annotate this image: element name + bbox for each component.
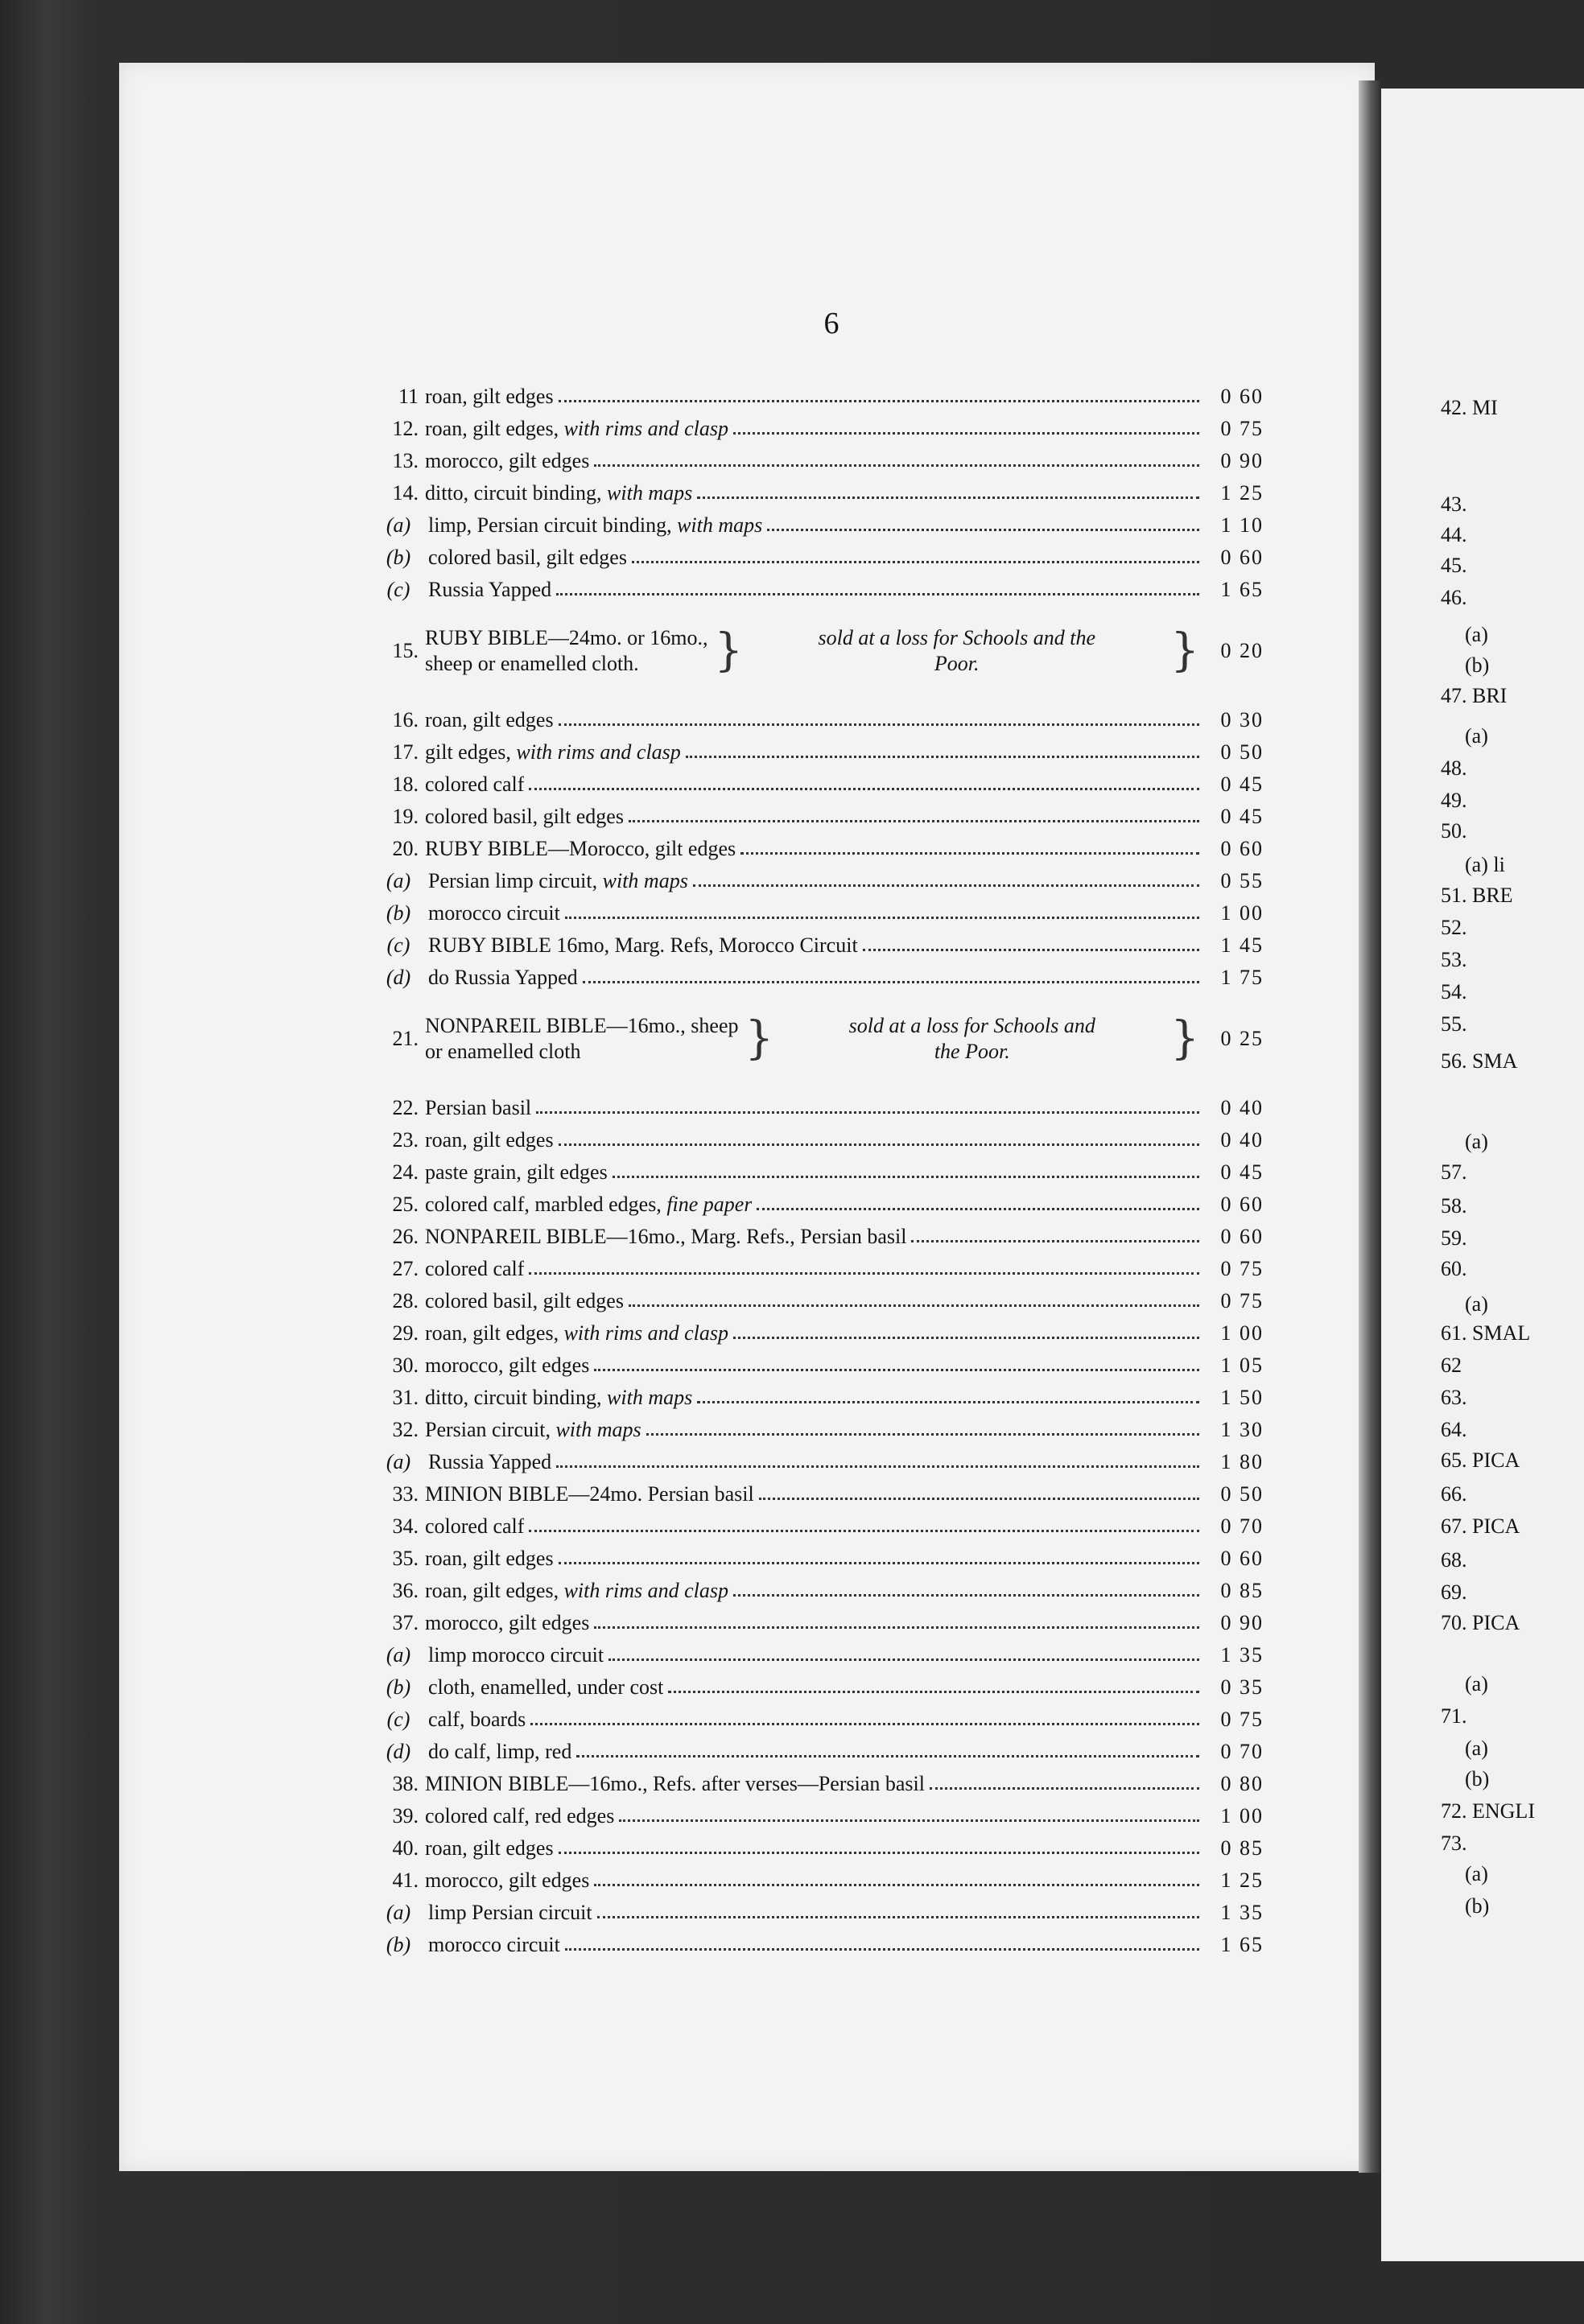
entry-description: colored calf — [425, 773, 525, 796]
list-item — [369, 829, 1264, 861]
right-page-fragment: 57. — [1441, 1160, 1467, 1184]
entry-description: RUBY BIBLE 16mo, Marg. Refs, Morocco Circuit — [428, 933, 858, 957]
leader-dots — [565, 917, 1199, 919]
entry-note — [749, 625, 1164, 677]
entry-number: 35. — [392, 1547, 419, 1570]
entry-price: 0 60 — [1220, 385, 1264, 408]
braced-description — [425, 1013, 1206, 1065]
list-item — [369, 1506, 1264, 1539]
right-page-fragment: 55. — [1441, 1012, 1467, 1036]
right-page-fragment: 47. BRI — [1441, 684, 1508, 707]
right-page-fragment: 72. ENGLI — [1441, 1799, 1535, 1823]
entry-number: 12. — [392, 417, 419, 440]
entry-description: colored calf — [425, 1257, 525, 1280]
leader-dots — [693, 884, 1199, 887]
entry-number: 16. — [392, 708, 419, 731]
entry-description: Persian limp circuit, with maps — [428, 869, 688, 892]
entry-number: 21. — [392, 1027, 419, 1050]
leader-dots — [559, 1852, 1199, 1854]
list-item — [369, 538, 1264, 570]
entry-price: 0 45 — [1220, 1160, 1264, 1184]
leader-dots — [576, 1755, 1199, 1757]
list-item — [369, 797, 1264, 829]
leader-dots — [759, 1498, 1199, 1500]
entry-number: 18. — [392, 773, 419, 796]
right-page-fragment: 46. — [1441, 586, 1467, 609]
entry-price: 1 75 — [1220, 966, 1264, 989]
entry-price: 0 80 — [1220, 1772, 1264, 1795]
right-page-fragment: 48. — [1441, 756, 1467, 780]
entry-price: 0 40 — [1220, 1096, 1264, 1119]
entry-number: 34. — [392, 1514, 419, 1538]
leader-dots — [559, 1562, 1199, 1564]
entry-price: 0 50 — [1220, 740, 1264, 764]
entry-description: roan, gilt edges — [425, 1547, 554, 1570]
entry-price: 0 90 — [1220, 1611, 1264, 1634]
entry-number: (c) — [386, 578, 410, 601]
leader-dots — [597, 1916, 1199, 1918]
entry-number: 20. — [392, 837, 419, 860]
leader-dots — [757, 1208, 1199, 1210]
leader-dots — [668, 1691, 1199, 1693]
list-item — [369, 1004, 1264, 1073]
price-list — [369, 377, 1264, 1957]
leader-dots — [733, 432, 1199, 435]
right-page-fragment: 53. — [1441, 948, 1467, 971]
list-item — [369, 1120, 1264, 1152]
entry-price: 1 80 — [1220, 1450, 1264, 1473]
right-page-fragment: 71. — [1441, 1704, 1467, 1728]
entry-number: 36. — [392, 1579, 419, 1602]
right-page-fragment: (b) — [1465, 1767, 1490, 1790]
entry-number: 27. — [392, 1257, 419, 1280]
right-page-fragment: 51. BRE — [1441, 884, 1513, 907]
entry-line: or enamelled cloth — [425, 1040, 581, 1063]
entry-number: (a) — [386, 869, 411, 892]
entry-description: roan, gilt edges, with rims and clasp — [425, 1321, 728, 1345]
entry-line: RUBY BIBLE—24mo. or 16mo., — [425, 626, 708, 649]
entry-price: 0 75 — [1220, 1257, 1264, 1280]
entry-description: Russia Yapped — [428, 1450, 552, 1473]
brace-glyph: } — [1170, 1012, 1199, 1065]
list-item — [369, 1217, 1264, 1249]
right-page-fragment: (b) — [1465, 653, 1490, 677]
entry-italic-note: with rims and clasp — [563, 1579, 728, 1602]
right-page-fragment: 60. — [1441, 1257, 1467, 1280]
entry-description: do Russia Yapped — [428, 966, 578, 989]
entry-price: 1 05 — [1220, 1354, 1264, 1377]
entry-number: 24. — [392, 1160, 419, 1184]
list-item — [369, 1764, 1264, 1796]
leader-dots — [594, 1626, 1199, 1629]
entry-description: morocco, gilt edges — [425, 1869, 590, 1892]
leader-dots — [556, 593, 1199, 595]
leader-dots — [733, 1337, 1199, 1339]
list-item — [369, 1152, 1264, 1185]
right-page-fragment: (a) — [1465, 1737, 1488, 1760]
note-line: Poor. — [934, 652, 980, 675]
entry-description: roan, gilt edges — [425, 1128, 554, 1152]
leader-dots — [530, 1723, 1199, 1725]
entry-number: (a) — [386, 1450, 411, 1473]
entry-number: 13. — [392, 449, 419, 472]
list-item — [369, 505, 1264, 538]
entry-number: (b) — [386, 1933, 411, 1956]
entry-italic-note: with maps — [602, 869, 688, 892]
right-page-fragment: 66. — [1441, 1482, 1467, 1506]
leader-dots — [559, 1143, 1199, 1146]
right-page-fragment: (a) — [1465, 1130, 1488, 1153]
entry-description: limp morocco circuit — [428, 1643, 604, 1667]
list-item — [369, 1860, 1264, 1893]
entry-price: 0 35 — [1220, 1675, 1264, 1699]
entry-price: 0 85 — [1220, 1836, 1264, 1860]
entry-description: calf, boards — [428, 1708, 526, 1731]
entry-description: morocco circuit — [428, 1933, 560, 1956]
entry-description: colored calf — [425, 1514, 525, 1538]
list-item — [369, 1442, 1264, 1474]
leader-dots — [594, 1884, 1199, 1886]
right-page-fragment: (a) — [1465, 1862, 1488, 1885]
entry-number: (c) — [386, 933, 410, 957]
entry-number: (a) — [386, 1643, 411, 1667]
entry-description: ditto, circuit binding, with maps — [425, 1386, 693, 1409]
list-item — [369, 570, 1264, 602]
leader-dots — [629, 1304, 1199, 1307]
list-item — [369, 1667, 1264, 1700]
braced-description — [425, 625, 1206, 677]
list-item — [369, 1893, 1264, 1925]
right-page-fragment: 54. — [1441, 980, 1467, 1003]
entry-number: 38. — [392, 1772, 419, 1795]
list-item — [369, 1088, 1264, 1120]
entry-price: 0 75 — [1220, 417, 1264, 440]
right-page-fragment: 59. — [1441, 1226, 1467, 1250]
leader-dots — [565, 1948, 1199, 1951]
entry-price: 0 60 — [1220, 1193, 1264, 1216]
right-page-fragment: 69. — [1441, 1580, 1467, 1604]
right-page-fragment: 62 — [1441, 1354, 1462, 1377]
list-item — [369, 1281, 1264, 1313]
entry-description: MINION BIBLE—24mo. Persian basil — [425, 1482, 754, 1506]
right-page-fragment: (b) — [1465, 1894, 1490, 1918]
list-item — [369, 1185, 1264, 1217]
right-page-fragment: 45. — [1441, 554, 1467, 577]
entry-description: cloth, enamelled, under cost — [428, 1675, 664, 1699]
leader-dots — [583, 981, 1199, 983]
entry-description — [425, 1013, 739, 1065]
list-item — [369, 409, 1264, 441]
entry-price: 0 90 — [1220, 449, 1264, 472]
leader-dots — [686, 756, 1199, 758]
right-page-fragment: (a) — [1465, 724, 1488, 748]
entry-italic-note: with rims and clasp — [516, 740, 681, 764]
leader-dots — [529, 1530, 1199, 1532]
entry-price: 1 65 — [1220, 578, 1264, 601]
entry-price: 0 60 — [1220, 837, 1264, 860]
list-item — [369, 1313, 1264, 1345]
entry-description: paste grain, gilt edges — [425, 1160, 608, 1184]
list-item — [369, 1700, 1264, 1732]
entry-description: roan, gilt edges, with rims and clasp — [425, 417, 728, 440]
leader-dots — [646, 1433, 1199, 1436]
entry-price: 0 50 — [1220, 1482, 1264, 1506]
list-item — [369, 1571, 1264, 1603]
entry-description: morocco, gilt edges — [425, 1611, 590, 1634]
entry-description: limp Persian circuit — [428, 1901, 592, 1924]
leader-dots — [594, 464, 1199, 467]
entry-price: 1 65 — [1220, 1933, 1264, 1956]
entry-price: 0 75 — [1220, 1289, 1264, 1312]
entry-number: (a) — [386, 1901, 411, 1924]
leader-dots — [733, 1594, 1199, 1597]
entry-description: morocco, gilt edges — [425, 1354, 590, 1377]
entry-number: 19. — [392, 805, 419, 828]
entry-italic-note: fine paper — [666, 1193, 753, 1216]
entry-price: 1 25 — [1220, 1869, 1264, 1892]
entry-number: (b) — [386, 546, 411, 569]
entry-description: colored basil, gilt edges — [425, 805, 624, 828]
entry-number: (d) — [386, 966, 411, 989]
entry-number: 17. — [392, 740, 419, 764]
right-page-fragment: 58. — [1441, 1194, 1467, 1218]
entry-price: 0 70 — [1220, 1740, 1264, 1763]
entry-italic-note: with maps — [677, 513, 763, 537]
right-page-fragment: 44. — [1441, 523, 1467, 546]
note-line: sold at a loss for Schools and — [848, 1014, 1095, 1037]
leader-dots — [556, 1465, 1199, 1468]
leader-dots — [767, 529, 1199, 531]
list-item — [369, 1474, 1264, 1506]
entry-price: 0 45 — [1220, 805, 1264, 828]
entry-number: 41. — [392, 1869, 419, 1892]
entry-price: 0 25 — [1220, 1027, 1264, 1050]
entry-price: 1 50 — [1220, 1386, 1264, 1409]
entry-description: colored basil, gilt edges — [428, 546, 627, 569]
entry-line: NONPAREIL BIBLE—16mo., sheep — [425, 1014, 739, 1037]
entry-number: 11 — [398, 385, 419, 408]
entry-number: (b) — [386, 901, 411, 925]
entry-description: colored calf, red edges — [425, 1804, 615, 1827]
entry-description: limp, Persian circuit binding, with maps — [428, 513, 763, 537]
leader-dots — [697, 1401, 1199, 1403]
entry-description: roan, gilt edges — [425, 385, 554, 408]
leader-dots — [629, 820, 1199, 822]
entry-description: roan, gilt edges — [425, 708, 554, 731]
leader-dots — [608, 1659, 1199, 1661]
list-item — [369, 1635, 1264, 1667]
entry-italic-note: with rims and clasp — [563, 1321, 728, 1345]
list-item — [369, 1410, 1264, 1442]
entry-italic-note: with maps — [607, 1386, 693, 1409]
right-page-fragment: 70. PICA — [1441, 1611, 1520, 1634]
entry-note — [780, 1013, 1164, 1065]
leader-dots — [613, 1176, 1199, 1178]
right-page-fragment: (a) li — [1465, 853, 1505, 876]
leader-dots — [740, 852, 1199, 855]
right-page-fragment: 67. PICA — [1441, 1514, 1520, 1538]
entry-price: 1 45 — [1220, 933, 1264, 957]
entry-price: 1 30 — [1220, 1418, 1264, 1441]
list-item — [369, 377, 1264, 409]
entry-price: 0 55 — [1220, 869, 1264, 892]
entry-italic-note: with rims and clasp — [563, 417, 728, 440]
entry-price: 1 00 — [1220, 1321, 1264, 1345]
list-item — [369, 1925, 1264, 1957]
entry-number: 26. — [392, 1225, 419, 1248]
entry-price: 1 00 — [1220, 1804, 1264, 1827]
right-page-fragment: 64. — [1441, 1418, 1467, 1441]
entry-price: 1 35 — [1220, 1643, 1264, 1667]
entry-number: 22. — [392, 1096, 419, 1119]
entry-description: gilt edges, with rims and clasp — [425, 740, 681, 764]
list-item — [369, 764, 1264, 797]
brace-glyph: } — [1170, 624, 1199, 677]
entry-description: NONPAREIL BIBLE—16mo., Marg. Refs., Persian basil — [425, 1225, 907, 1248]
entry-number: 29. — [392, 1321, 419, 1345]
leader-dots — [619, 1819, 1199, 1822]
entry-description: morocco, gilt edges — [425, 449, 590, 472]
right-page-fragment: 68. — [1441, 1548, 1467, 1572]
entry-description: morocco circuit — [428, 901, 560, 925]
entry-price: 0 75 — [1220, 1708, 1264, 1731]
page-number: 6 — [823, 307, 839, 340]
entry-line: sheep or enamelled cloth. — [425, 652, 639, 675]
entry-italic-note: with maps — [555, 1418, 641, 1441]
leader-dots — [529, 788, 1199, 790]
entry-price: 0 60 — [1220, 546, 1264, 569]
entry-price: 0 30 — [1220, 708, 1264, 731]
right-page-fragment: 61. SMAL — [1441, 1321, 1531, 1345]
right-page-fragment: 73. — [1441, 1832, 1467, 1855]
right-page-fragment: 43. — [1441, 492, 1467, 516]
entry-description: roan, gilt edges, with rims and clasp — [425, 1579, 728, 1602]
entry-description: colored calf, marbled edges, fine paper — [425, 1193, 753, 1216]
entry-number: 28. — [392, 1289, 419, 1312]
entry-number: 25. — [392, 1193, 419, 1216]
entry-price: 0 45 — [1220, 773, 1264, 796]
entry-italic-note: with maps — [607, 481, 693, 505]
leader-dots — [559, 723, 1199, 726]
entry-number: (d) — [386, 1740, 411, 1763]
entry-description: roan, gilt edges — [425, 1836, 554, 1860]
list-item — [369, 861, 1264, 893]
entry-number: 37. — [392, 1611, 419, 1634]
entry-description: ditto, circuit binding, with maps — [425, 481, 693, 505]
entry-number: 14. — [392, 481, 419, 505]
note-line: the Poor. — [934, 1040, 1010, 1063]
list-item — [369, 1345, 1264, 1378]
right-page-fragment: (a) — [1465, 623, 1488, 646]
entry-description: RUBY BIBLE—Morocco, gilt edges — [425, 837, 736, 860]
entry-number: 31. — [392, 1386, 419, 1409]
list-item — [369, 925, 1264, 958]
entry-number: 23. — [392, 1128, 419, 1152]
leader-dots — [930, 1787, 1199, 1790]
right-page-fragment: 50. — [1441, 819, 1467, 843]
list-item — [369, 1796, 1264, 1828]
leader-dots — [911, 1240, 1199, 1242]
entry-number: 15. — [392, 639, 419, 662]
brace-glyph: } — [745, 1012, 774, 1065]
entry-description: MINION BIBLE—16mo., Refs. after verses—Persian basil — [425, 1772, 925, 1795]
entry-price: 1 35 — [1220, 1901, 1264, 1924]
entry-description: Russia Yapped — [428, 578, 552, 601]
list-item — [369, 1603, 1264, 1635]
leader-dots — [594, 1369, 1199, 1371]
right-page-fragment: 42. MI — [1441, 396, 1498, 419]
entry-number: 40. — [392, 1836, 419, 1860]
entry-description: Persian basil — [425, 1096, 532, 1119]
leader-dots — [863, 949, 1199, 951]
right-page-fragment: (a) — [1465, 1292, 1488, 1316]
list-item — [369, 893, 1264, 925]
entry-price: 0 60 — [1220, 1225, 1264, 1248]
right-page-fragment: 65. PICA — [1441, 1448, 1520, 1472]
list-item — [369, 1249, 1264, 1281]
leader-dots — [697, 497, 1199, 499]
entry-description — [425, 625, 707, 677]
right-page-fragment: (a) — [1465, 1672, 1488, 1696]
list-item — [369, 732, 1264, 764]
book-gutter — [1359, 80, 1381, 2173]
list-item — [369, 1828, 1264, 1860]
leader-dots — [529, 1272, 1199, 1275]
entry-description: do calf, limp, red — [428, 1740, 572, 1763]
leader-dots — [559, 400, 1199, 402]
list-item — [369, 700, 1264, 732]
list-item — [369, 1378, 1264, 1410]
note-line: sold at a loss for Schools and the — [818, 626, 1095, 649]
list-item — [369, 441, 1264, 473]
entry-number: 39. — [392, 1804, 419, 1827]
entry-price: 1 10 — [1220, 513, 1264, 537]
leader-dots — [536, 1111, 1199, 1114]
entry-number: (c) — [386, 1708, 410, 1731]
list-item — [369, 958, 1264, 990]
right-page-fragment: 49. — [1441, 789, 1467, 812]
entry-number: (a) — [386, 513, 411, 537]
entry-price: 0 20 — [1220, 639, 1264, 662]
entry-price: 1 00 — [1220, 901, 1264, 925]
brace-glyph: } — [714, 624, 744, 677]
entry-description: colored basil, gilt edges — [425, 1289, 624, 1312]
entry-price: 0 40 — [1220, 1128, 1264, 1152]
entry-description: Persian circuit, with maps — [425, 1418, 641, 1441]
list-item — [369, 616, 1264, 686]
entry-number: 32. — [392, 1418, 419, 1441]
list-item — [369, 1539, 1264, 1571]
entry-price: 0 70 — [1220, 1514, 1264, 1538]
entry-price: 1 25 — [1220, 481, 1264, 505]
right-page-fragment: 63. — [1441, 1386, 1467, 1409]
right-page-fragment: 56. SMA — [1441, 1049, 1518, 1073]
right-page-fragment: 52. — [1441, 916, 1467, 939]
entry-price: 0 60 — [1220, 1547, 1264, 1570]
entry-number: 33. — [392, 1482, 419, 1506]
entry-price: 0 85 — [1220, 1579, 1264, 1602]
list-item — [369, 1732, 1264, 1764]
list-item — [369, 473, 1264, 505]
entry-number: (b) — [386, 1675, 411, 1699]
entry-number: 30. — [392, 1354, 419, 1377]
leader-dots — [632, 561, 1199, 563]
